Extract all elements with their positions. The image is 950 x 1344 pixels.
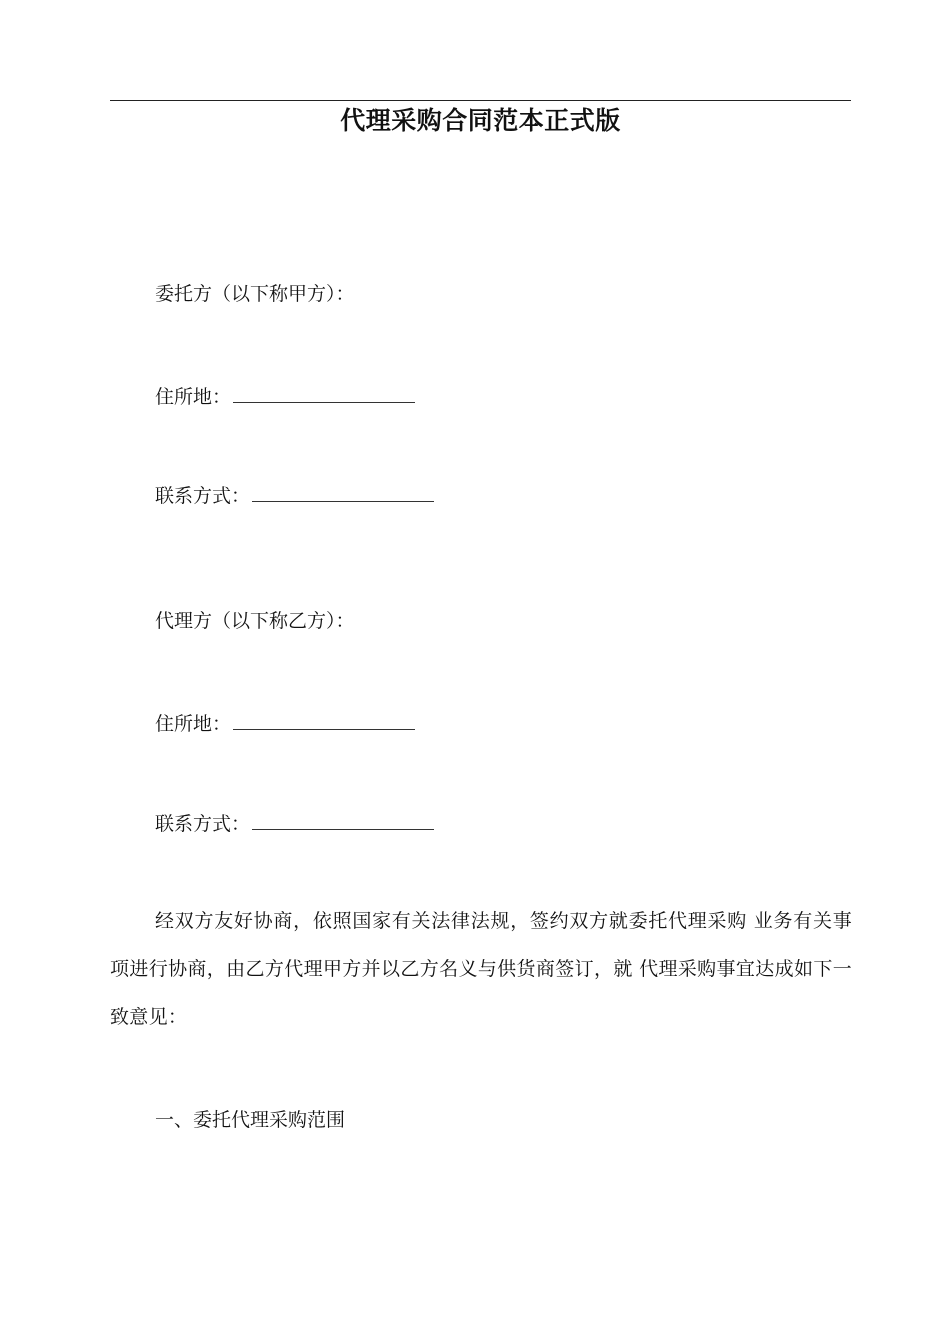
party-b-contact-label: 联系方式： — [155, 813, 251, 835]
section-1-heading: 一、委托代理采购范围 — [155, 1109, 346, 1131]
party-b-address-label: 住所地： — [155, 713, 232, 735]
party-a-address-row — [155, 384, 415, 409]
party-a-contact-label: 联系方式： — [155, 485, 251, 507]
party-a-contact-blank — [252, 483, 434, 502]
party-b-address-row — [155, 711, 415, 736]
party-a-address-label: 住所地： — [155, 386, 232, 408]
party-b-address-blank — [233, 711, 415, 730]
party-b-contact-row — [155, 811, 434, 836]
party-a-address-blank — [233, 384, 415, 403]
party-a-heading: 委托方（以下称甲方）： — [155, 283, 355, 305]
preamble-paragraph: 经双方友好协商，依照国家有关法律法规，签约双方就委托代理采购 业务有关事项进行协商，由乙方代理甲方并以乙方名义与供货商签订，就 代理采购事宜达成如下一致意见： — [110, 910, 852, 1028]
party-b-contact-blank — [252, 811, 434, 830]
document-title: 代理采购合同范本正式版 — [340, 106, 621, 135]
party-a-contact-row — [155, 483, 434, 508]
header-rule — [110, 100, 851, 101]
party-b-heading: 代理方（以下称乙方）： — [155, 610, 355, 632]
